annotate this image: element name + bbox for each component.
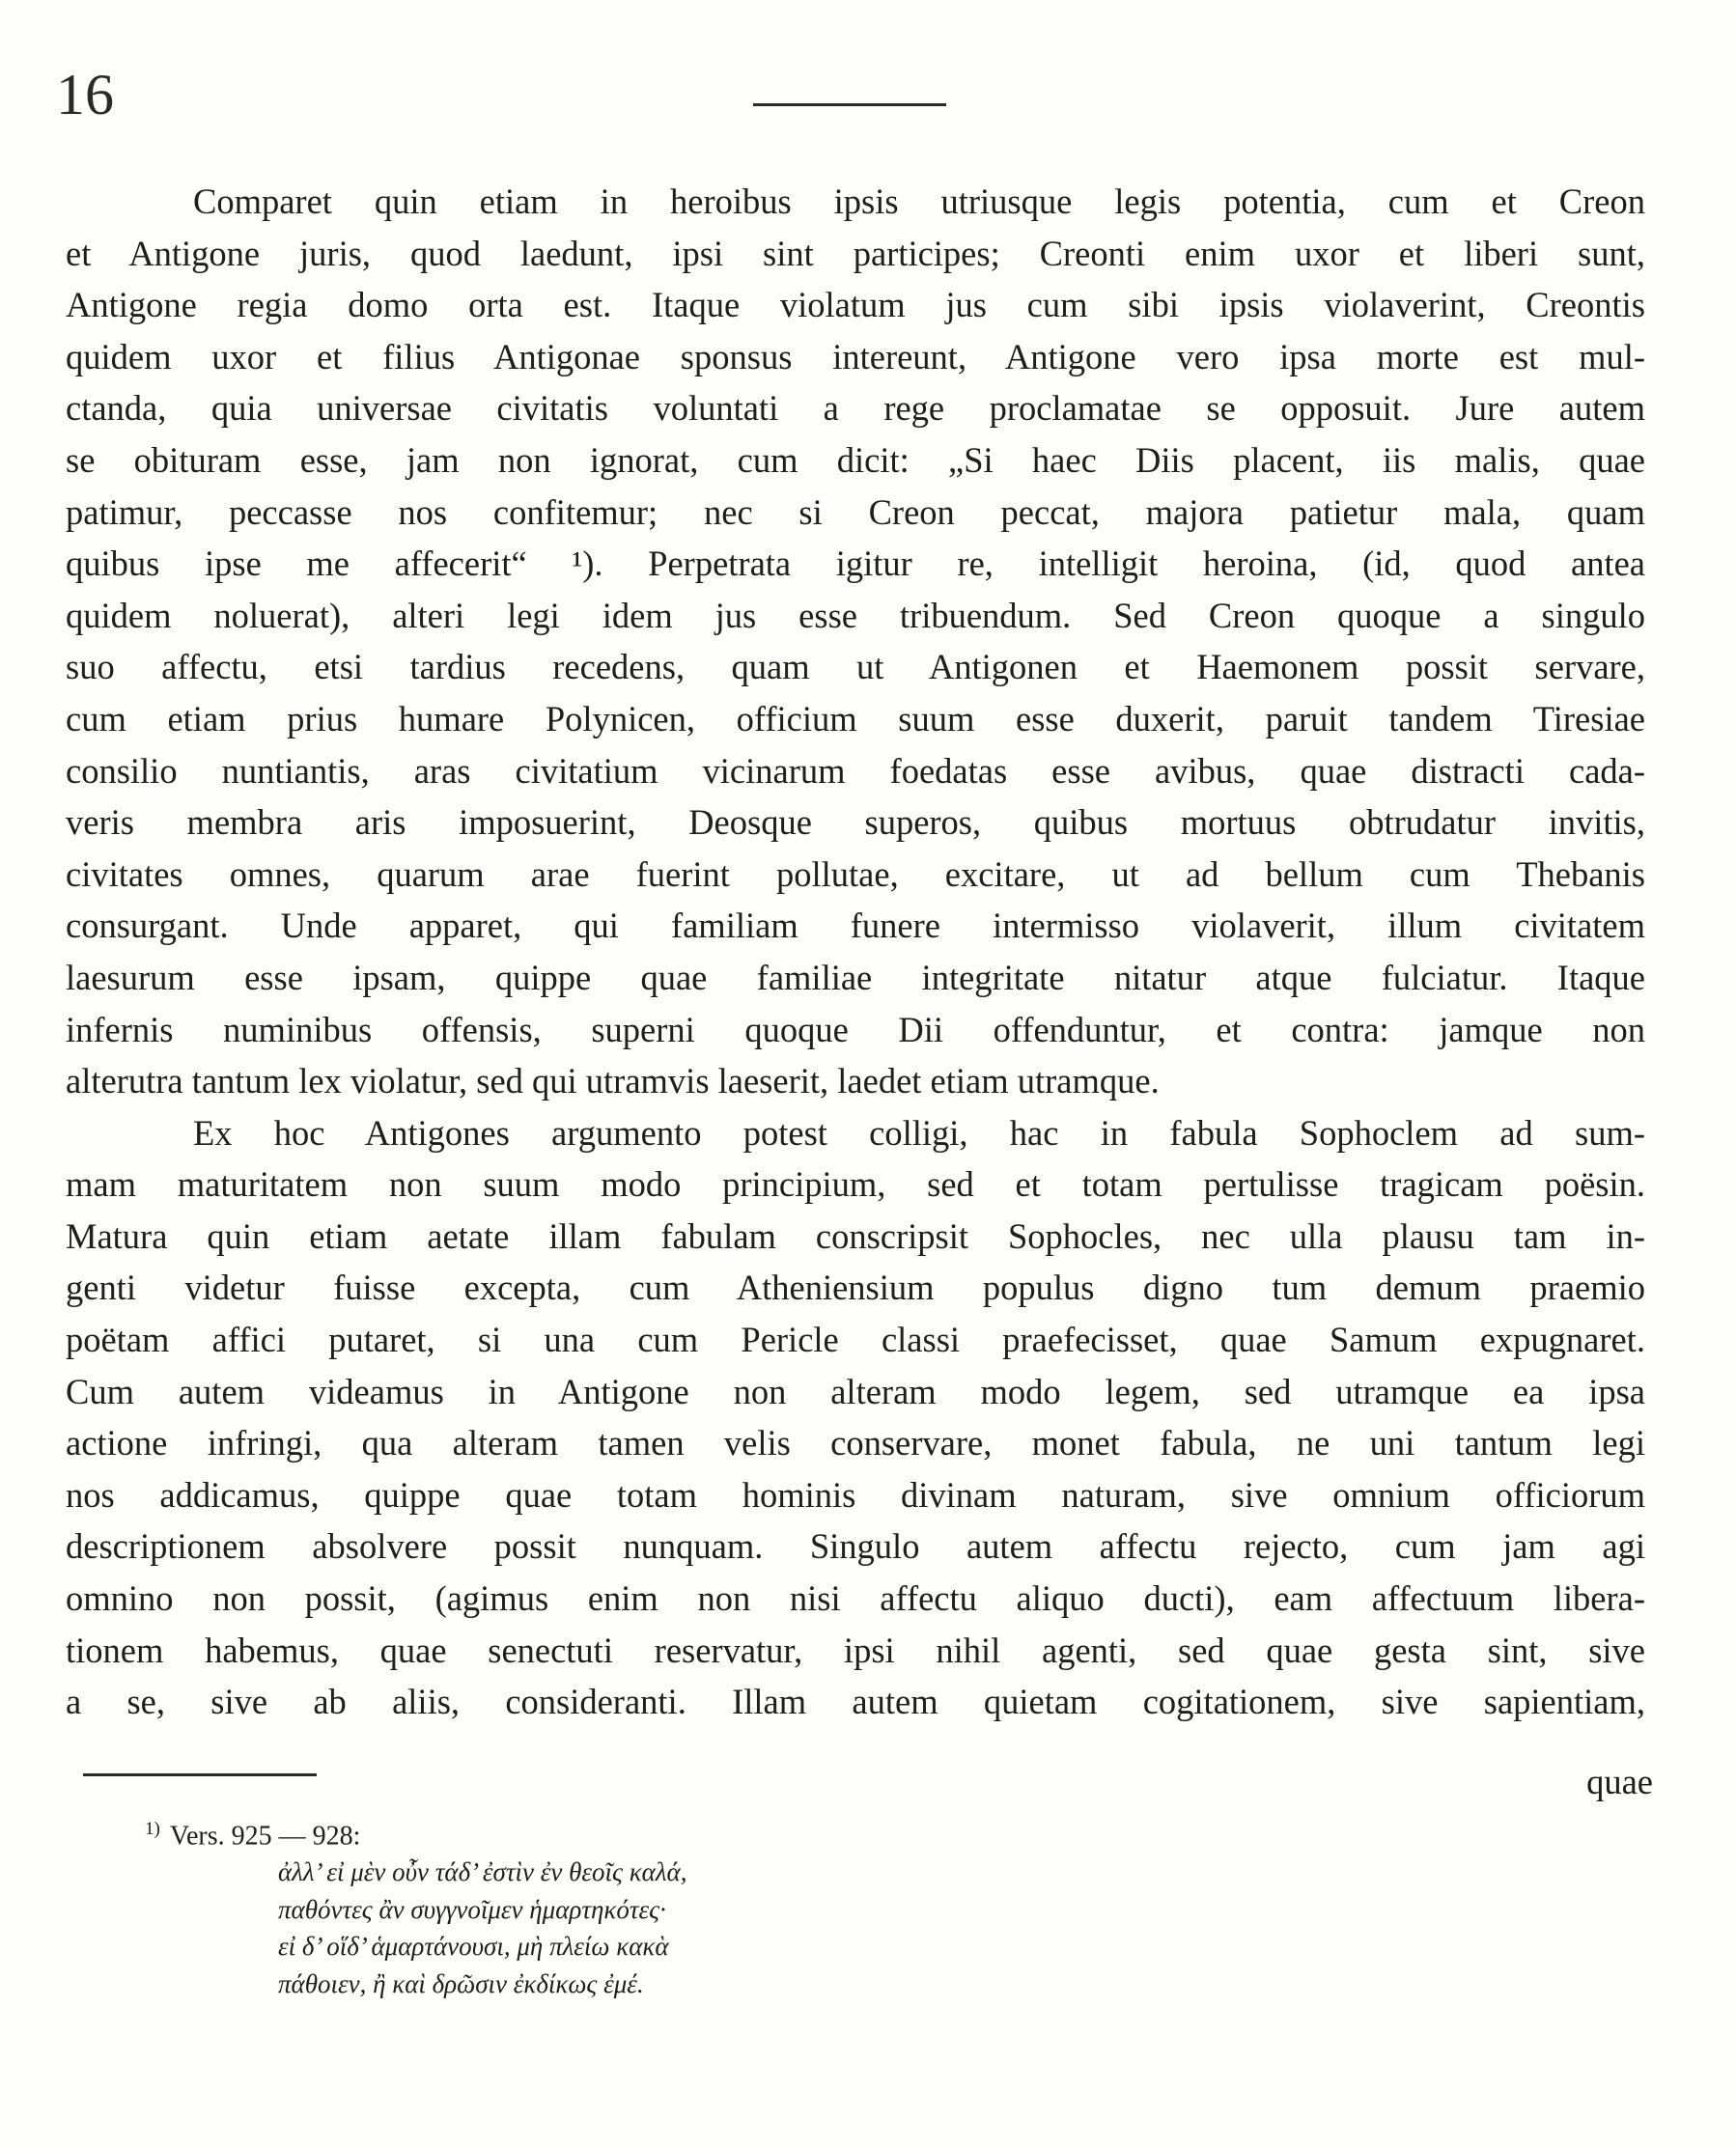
page-number: 16 <box>56 63 114 126</box>
text-line: poëtam affici putaret, si una cum Pericle classi praefecisset, quae Samum expugnaret. <box>66 1320 1645 1360</box>
footnote <box>145 1811 360 1854</box>
text-line: actione infringi, qua alteram tamen velis conservare, monet fabula, ne uni tantum legi <box>66 1423 1645 1464</box>
text-line: infernis numinibus offensis, superni quoque Dii offenduntur, et contra: jamque non <box>66 1009 1645 1049</box>
text-line: Comparet quin etiam in heroibus ipsis utriusque legis potentia, cum et Creon <box>193 181 1645 221</box>
footnote-reference: Vers. 925 — 928: <box>169 1821 361 1852</box>
greek-quotation <box>278 1854 686 2002</box>
text-line: consurgant. Unde apparet, qui familiam funere intermisso violaverit, illum civitatem <box>66 906 1645 946</box>
text-line: se obituram esse, jam non ignorat, cum dicit: „Si haec Diis placent, iis malis, quae <box>66 439 1645 480</box>
text-line: alterutra tantum lex violatur, sed qui utramvis laeserit, laedet etiam utramque. <box>66 1061 1160 1101</box>
text-line: nos addicamus, quippe quae totam hominis divinam naturam, sive omnium officiorum <box>66 1474 1645 1515</box>
text-line: Ex hoc Antigones argumento potest colligi, hac in fabula Sophoclem ad sum- <box>193 1112 1645 1153</box>
footnote-rule <box>83 1773 317 1776</box>
text-line: mam maturitatem non suum modo principium, sed et totam pertulisse tragicam poësin. <box>66 1164 1645 1205</box>
text-line: cum etiam prius humare Polynicen, officium suum esse duxerit, paruit tandem Tiresiae <box>66 698 1645 739</box>
greek-verse-line: πάθοιεν, ἢ καὶ δρῶσιν ἐκδίκως ἐμέ. <box>278 1968 644 1998</box>
text-line: genti videtur fuisse excepta, cum Atheniensium populus digno tum demum praemio <box>66 1268 1645 1308</box>
text-line: consilio nuntiantis, aras civitatium vicinarum foedatas esse avibus, quae distracti cada- <box>66 750 1645 791</box>
header-rule <box>753 103 946 106</box>
text-line: omnino non possit, (agimus enim non nisi affectu aliquo ducti), eam affectuum libera- <box>66 1578 1645 1619</box>
text-line: Cum autem videamus in Antigone non alteram modo legem, sed utramque ea ipsa <box>66 1371 1645 1411</box>
text-line: veris membra aris imposuerint, Deosque superos, quibus mortuus obtrudatur invitis, <box>66 802 1645 843</box>
text-line: ctanda, quia universae civitatis voluntati a rege proclamatae se opposuit. Jure autem <box>66 388 1645 429</box>
text-line: quibus ipse me affecerit“ ¹). Perpetrata igitur re, intelligit heroina, (id, quod antea <box>66 544 1645 584</box>
text-line: et Antigone juris, quod laedunt, ipsi sint participes; Creonti enim uxor et liberi sunt, <box>66 233 1645 273</box>
text-line: Antigone regia domo orta est. Itaque violatum jus cum sibi ipsis violaverint, Creontis <box>66 285 1645 325</box>
text-line: quidem noluerat), alteri legi idem jus esse tribuendum. Sed Creon quoque a singulo <box>66 595 1645 635</box>
greek-verse-line: παθόντες ἂν συγγνοῖμεν ἡμαρτηκότες· <box>278 1894 666 1924</box>
catch-word: quae <box>1586 1762 1653 1801</box>
greek-verse-line: ἀλλ’ εἰ μὲν οὖν τάδ’ ἐστὶν ἐν θεοῖς καλά, <box>278 1857 687 1886</box>
text-line: suo affectu, etsi tardius recedens, quam ut Antigonen et Haemonem possit servare, <box>66 647 1645 687</box>
text-line: Matura quin etiam aetate illam fabulam conscripsit Sophocles, nec ulla plausu tam in- <box>66 1215 1645 1256</box>
text-line: descriptionem absolvere possit nunquam. Singulo autem affectu rejecto, cum jam agi <box>66 1526 1645 1567</box>
text-line: patimur, peccasse nos confitemur; nec si Creon peccat, majora patietur mala, quam <box>66 491 1645 532</box>
body-text <box>66 176 1645 1728</box>
text-line: laesurum esse ipsam, quippe quae familiae integritate nitatur atque fulciatur. Itaque <box>66 957 1645 997</box>
text-line: tionem habemus, quae senectuti reservatur, ipsi nihil agenti, sed quae gesta sint, sive <box>66 1630 1645 1670</box>
text-line: a se, sive ab aliis, consideranti. Illam autem quietam cogitationem, sive sapientiam, <box>66 1682 1645 1722</box>
text-line: quidem uxor et filius Antigonae sponsus intereunt, Antigone vero ipsa morte est mul- <box>66 336 1645 376</box>
text-line: civitates omnes, quarum arae fuerint pollutae, excitare, ut ad bellum cum Thebanis <box>66 853 1645 894</box>
greek-verse-line: εἰ δ’ οἵδ’ ἁμαρτάνουσι, μὴ πλείω κακὰ <box>278 1932 669 1961</box>
footnote-marker: 1) <box>145 1819 160 1839</box>
